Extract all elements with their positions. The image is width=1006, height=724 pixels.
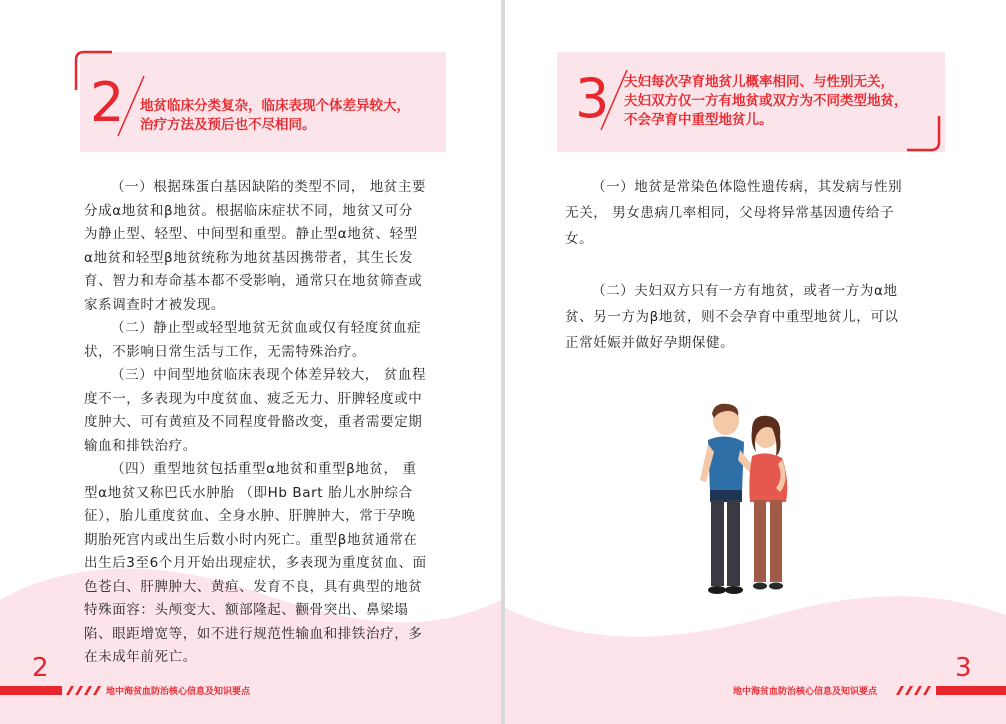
text-line: （一）地贫是常染色体隐性遗传病，其发病与性别 — [592, 179, 903, 195]
footer-title: 地中海贫血防治核心信息及知识要点 — [106, 687, 251, 697]
heading-line: 不会孕育中重型地贫儿。 — [624, 112, 773, 128]
text-line: 在未成年前死亡。 — [84, 649, 197, 665]
right-page — [505, 0, 1006, 724]
text-line: （二）夫妇双方只有一方有地贫，或者一方为α地 — [592, 283, 898, 299]
text-line: 陷、眼距增宽等，如不进行规范性输血和排铁治疗，多 — [84, 625, 423, 642]
section-heading — [140, 97, 410, 135]
text-line: 家系调查时才被发现。 — [84, 296, 225, 313]
footer-title: 地中海贫血防治核心信息及知识要点 — [733, 687, 878, 697]
text-line: 女。 — [565, 231, 594, 247]
text-line: 期胎死宫内或出生后数小时内死亡。重型β地贫通常在 — [84, 531, 418, 548]
text-line: （三）中间型地贫临床表现个体差异较大， 贫血程 — [111, 367, 427, 383]
text-line: （二）静止型或轻型地贫无贫血或仅有轻度贫血症 — [111, 320, 422, 336]
text-line: 征），胎儿重度贫血、全身水肿、肝脾肿大，常于孕晚 — [84, 508, 416, 524]
heading-line: 治疗方法及预后也不尽相同。 — [140, 117, 316, 133]
footer-stripes — [0, 686, 110, 695]
footer-stripes — [896, 686, 1006, 695]
body-text — [565, 174, 935, 356]
text-line: 度不一，多表现为中度贫血、疲乏无力、肝脾轻度或中 — [84, 390, 423, 407]
text-line: 特殊面容：头颅变大、额部隆起、颧骨突出、鼻梁塌 — [84, 602, 409, 618]
page-number: 3 — [955, 653, 972, 683]
text-line: （一）根据珠蛋白基因缺陷的类型不同， 地贫主要 — [111, 179, 427, 195]
left-page — [0, 0, 501, 724]
text-line: 分成α地贫和β地贫。根据临床症状不同，地贫又可分 — [84, 202, 413, 219]
heading-line: 夫妇每次孕育地贫儿概率相同、与性别无关， — [624, 74, 894, 90]
text-line: 型α地贫又称巴氏水肿胎 （即Hb Bart 胎儿水肿综合 — [84, 484, 413, 501]
section-heading — [624, 73, 908, 130]
text-line: 为静止型、轻型、中间型和重型。静止型α地贫、轻型 — [84, 226, 418, 242]
header-corner-line — [903, 112, 947, 156]
text-line: 贫、另一方为β地贫，则不会孕育中重型地贫儿，可以 — [565, 309, 899, 325]
text-line: 育、智力和寿命基本都不受影响，通常只在地贫筛查或 — [84, 273, 423, 289]
heading-line: 地贫临床分类复杂，临床表现个体差异较大， — [140, 98, 410, 114]
text-line: （四）重型地贫包括重型α地贫和重型β地贫， 重 — [111, 461, 417, 477]
couple-illustration — [690, 400, 810, 600]
text-line: 输血和排铁治疗。 — [84, 437, 197, 454]
page-number: 2 — [32, 653, 49, 683]
text-line: 正常妊娠并做好孕期保健。 — [565, 335, 735, 351]
text-line: 无关， 男女患病几率相同，父母将异常基因遗传给子 — [565, 205, 895, 221]
text-line: α地贫和轻型β地贫统称为地贫基因携带者，其生长发 — [84, 249, 413, 266]
text-line: 出生后3至6个月开始出现症状，多表现为重度贫血、面 — [84, 555, 427, 571]
text-line: 色苍白、肝脾肿大、黄疸、发育不良，具有典型的地贫 — [84, 578, 423, 595]
section-number: 2 — [90, 71, 125, 134]
body-text — [84, 176, 444, 670]
heading-line: 夫妇双方仅一方有地贫或双方为不同类型地贫， — [624, 93, 908, 109]
section-number: 3 — [575, 67, 610, 130]
text-line: 度肿大、可有黄疸及不同程度骨骼改变，重者需要定期 — [84, 414, 423, 430]
text-line: 状，不影响日常生活与工作，无需特殊治疗。 — [84, 343, 366, 360]
